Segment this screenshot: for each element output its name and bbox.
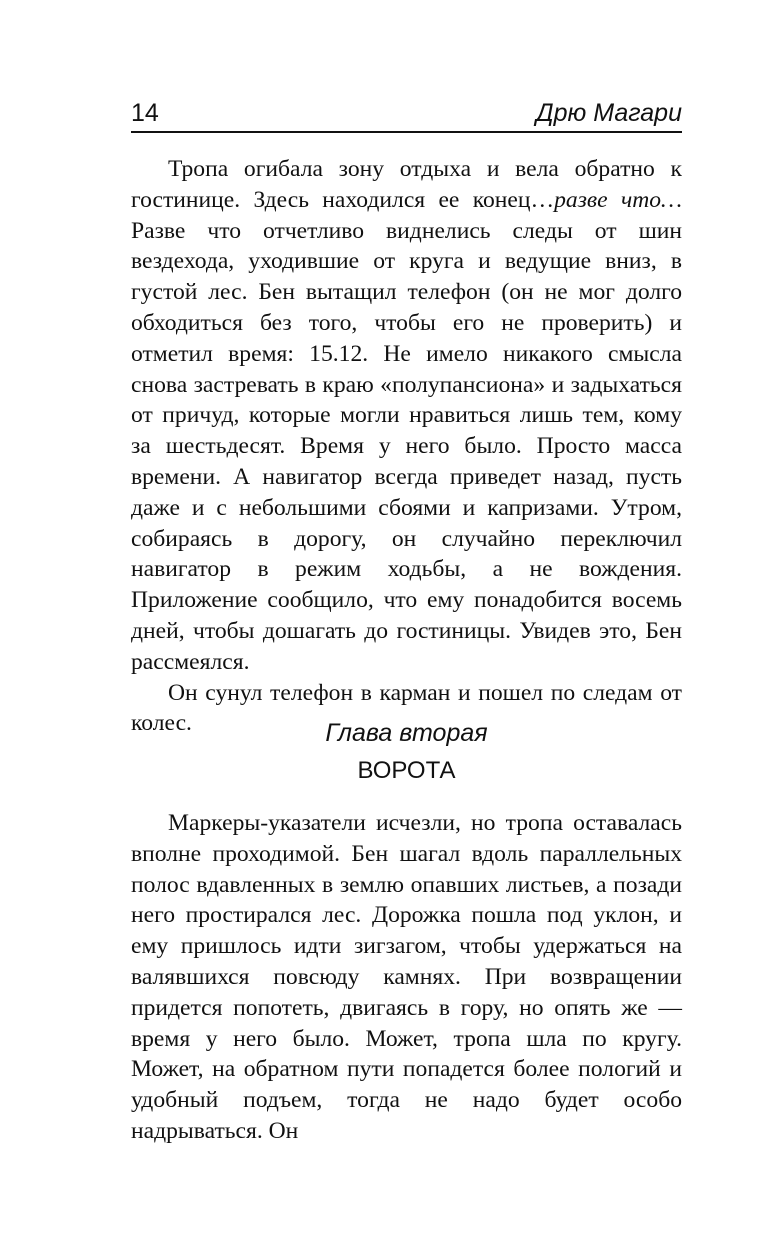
paragraph-1-continuation: Разве что отчетливо виднелись следы от шин вездехода, уходившие от круга и ведущие вниз, в густой лес. Бен вытащил телефон (он не мог долго обходиться без того, чтобы его не проверить) и отметил время: 15.12. Не имело никакого смысла снова застревать в краю «полупансиона» и задыхаться от причуд, которые могли нравиться лишь тем, кому за шестьдесят. Время у него было. Просто масса времени. А навигатор всегда приведет назад, пусть даже и с небольшими сбоями и капризами. Утром, собираясь в дорогу, он случайно переключил навигатор в режим ходьбы, а не вождения. Приложение сообщило, что ему понадобится восемь дней, чтобы дошагать до гостиницы. Увидев это, Бен рассмеялся. [131, 217, 682, 675]
page-header [131, 96, 682, 132]
chapter-title: Глава вторая [325, 719, 488, 747]
section-2-text [131, 808, 682, 1147]
page-number: 14 [131, 99, 159, 127]
paragraph-3: Маркеры-указатели исчезли, но тропа оставалась вполне проходимой. Бен шагал вдоль параллельных полос вдавленных в землю опавших листьев, а позади него простирался лес. Дорожка пошла под уклон, и ему пришлось идти зигзагом, чтобы удержаться на валявшихся повсюду камнях. При возвращении придется попотеть, двигаясь в гору, но опять же — время у него было. Может, тропа шла по кругу. Может, на обратном пути попадется более пологий и удобный подъем, тогда не надо будет особо надрываться. Он [131, 810, 682, 1144]
paragraph-1-text: Тропа огибала зону отдыха и вела обратно к гостинице. Здесь находился ее конец… [131, 156, 682, 213]
paragraph-1 [131, 154, 682, 678]
paragraph-1-italic: разве что… [554, 186, 683, 213]
paragraph-2: Он сунул телефон в карман и пошел по следам от колес. [131, 679, 682, 737]
running-head: Дрю Магари [535, 99, 682, 127]
chapter-name: ВОРОТА [357, 757, 456, 784]
header-rule [131, 131, 682, 133]
section-1-text [131, 154, 682, 739]
